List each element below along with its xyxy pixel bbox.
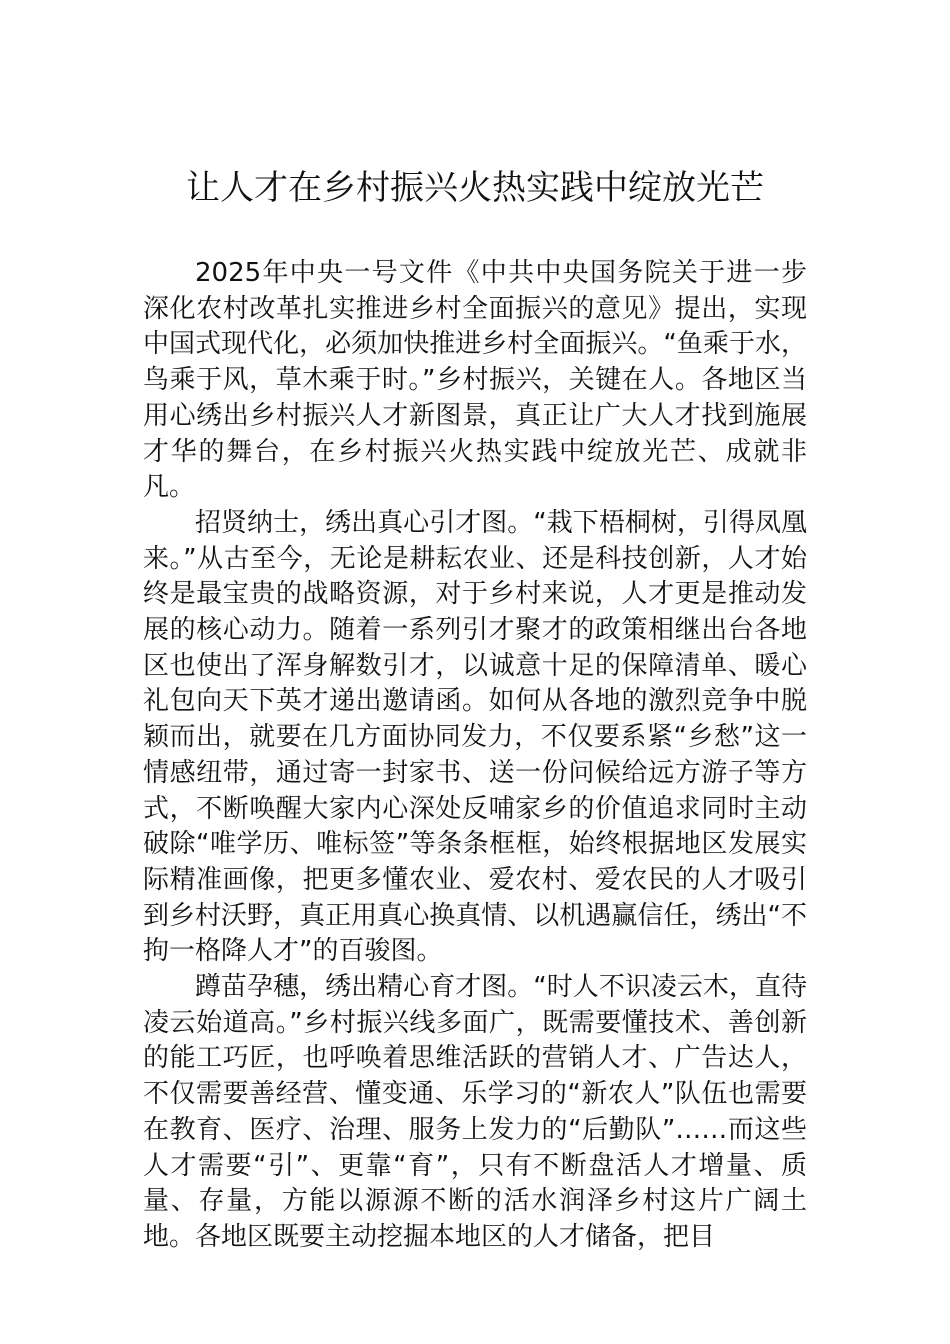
document-title: 让人才在乡村振兴火热实践中绽放光芒 [186,168,764,208]
paragraph-1: 2025年中央一号文件《中共中央国务院关于进一步深化农村改革扎实推进乡村全面振兴的意见》提出，实现中国式现代化，必须加快推进乡村全面振兴。“鱼乘于水，鸟乘于风，草木乘于时。”乡村振兴，关键在人。各地区当用心绣出乡村振兴人才新图景，真正让广大人才找到施展才华的舞台，在乡村振兴火热实践中绽放光芒、成就非凡。 [143,258,807,503]
paragraph-3: 蹲苗孕穗，绣出精心育才图。“时人不识凌云木，直待凌云始道高。”乡村振兴线多面广，既需要懂技术、善创新的能工巧匠，也呼唤着思维活跃的营销人才、广告达人，不仅需要善经营、懂变通、乐学习的“新农人”队伍也需要在教育、医疗、治理、服务上发力的“后勤队”……而这些人才需要“引”、更靠“育”，只有不断盘活人才增量、质量、存量，方能以源源不断的活水润泽乡村这片广阔土地。各地区既要主动挖掘本地区的人才储备，把目 [143,972,807,1252]
paragraph-2: 招贤纳士，绣出真心引才图。“栽下梧桐树，引得凤凰来。”从古至今，无论是耕耘农业、还是科技创新，人才始终是最宝贵的战略资源，对于乡村来说，人才更是推动发展的核心动力。随着一系列引才聚才的政策相继出台各地区也使出了浑身解数引才，以诚意十足的保障清单、暖心礼包向天下英才递出邀请函。如何从各地的激烈竞争中脱颖而出，就要在几方面协同发力，不仅要系紧“乡愁”这一情感纽带，通过寄一封家书、送一份问候给远方游子等方式，不断唤醒大家内心深处反哺家乡的价值追求同时主动破除“唯学历、唯标签”等条条框框，始终根据地区发展实际精准画像，把更多懂农业、爱农村、爱农民的人才吸引到乡村沃野，真正用真心换真情、以机遇赢信任，绣出“不拘一格降人才”的百骏图。 [143,507,807,967]
document-body [143,256,807,1256]
